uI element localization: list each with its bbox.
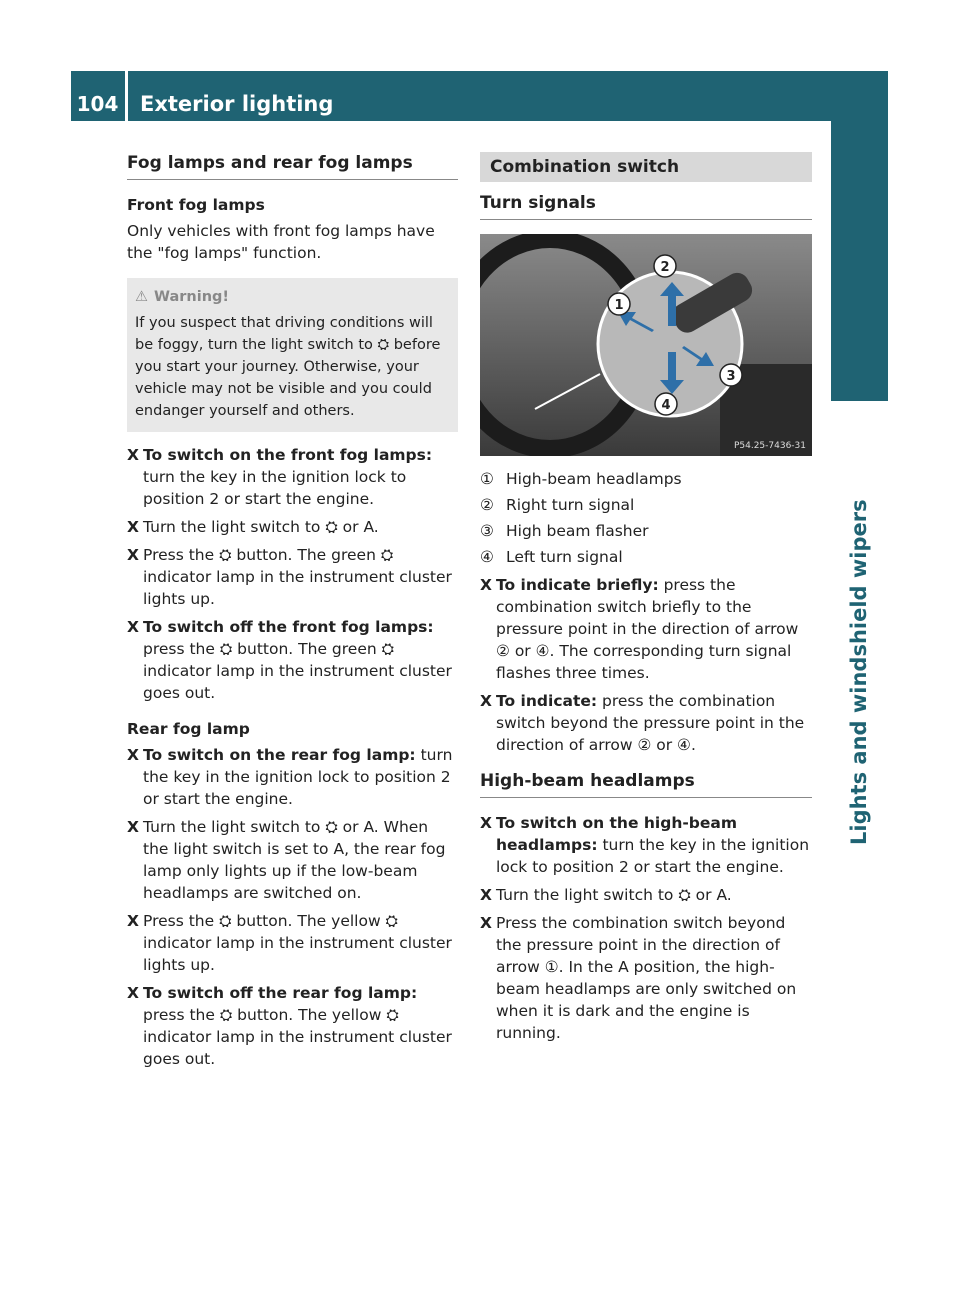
photo-code: P54.25-7436-31 [733,441,806,451]
legend-number: ① [480,470,494,488]
step-marker-icon: X [480,886,492,904]
step-text: press the ⛭ button. The green ⛭ indicator lamp in the instrument cluster goes out. [143,640,452,702]
callout-2: 2 [660,260,670,275]
legend-text: High beam flasher [506,522,649,540]
side-section-label: Lights and windshield wipers [847,499,871,845]
list-item [480,912,812,1044]
step-marker-icon: X [480,692,492,710]
legend-number: ④ [480,548,494,566]
side-tab [831,121,888,401]
rear-fog-steps [127,744,458,1070]
page-number: 104 [76,92,119,116]
step-marker-icon: X [127,984,139,1002]
step-marker-icon: X [127,618,139,636]
step-text: press the combination switch briefly to the pressure point in the direction of arrow ② or ④. The corresponding turn signal flashes three times. [496,576,799,682]
step-marker-icon: X [127,912,139,930]
list-item [480,574,812,684]
step-marker-icon: X [127,518,139,536]
step-marker-icon: X [127,818,139,836]
turn-signal-steps [480,574,812,756]
step-text: turn the key in the ignition lock to position 2 or start the engine. [143,468,407,508]
step-marker-icon: X [127,446,139,464]
step-bold: To indicate briefly: [496,576,659,594]
step-text: press the ⛭ button. The yellow ⛭ indicator lamp in the instrument cluster goes out. [143,1006,452,1068]
step-text: Press the combination switch beyond the pressure point in the direction of arrow ①. In the A position, the high-beam headlamps are only switched on when it is dark and the engine is running. [496,914,797,1042]
list-item [127,982,458,1070]
warning-text: If you suspect that driving conditions will be foggy, turn the light switch to ⛭ before you start your journey. Otherwise, your vehicle may not be visible and you could endanger yourself and others. [135,315,441,419]
list-item [480,520,812,542]
legend-number: ③ [480,522,494,540]
callout-1: 1 [614,298,624,313]
steering-wheel-illustration [480,234,812,456]
step-text: Press the ⛭ button. The yellow ⛭ indicator lamp in the instrument cluster lights up. [143,912,452,974]
warning-title [135,286,450,308]
warning-title-text: Warning! [154,289,230,305]
header-divider [125,71,128,121]
step-marker-icon: X [480,814,492,832]
step-text: press the combination switch beyond the pressure point in the direction of arrow ② or ④. [496,692,805,754]
left-column [127,152,458,1076]
combination-switch-photo [480,234,812,456]
list-item [480,494,812,516]
step-bold: To switch off the front fog lamps: [143,618,434,636]
right-column [480,152,812,1050]
list-item [127,516,458,538]
legend-text: High-beam headlamps [506,470,682,488]
step-bold: To indicate: [496,692,598,710]
step-bold: To switch on the front fog lamps: [143,446,433,464]
legend-text: Right turn signal [506,496,635,514]
step-text: Turn the light switch to ⛭ or A. [496,886,732,904]
list-item [127,616,458,704]
step-marker-icon: X [127,746,139,764]
warning-icon: ⚠ [135,289,148,305]
list-item [127,910,458,976]
high-beam-title: High-beam headlamps [480,770,812,798]
list-item [127,816,458,904]
rear-fog-title: Rear fog lamp [127,720,250,738]
step-bold: To switch off the rear fog lamp: [143,984,418,1002]
list-item [480,690,812,756]
front-fog-steps [127,444,458,704]
list-item [480,546,812,568]
list-item [480,812,812,878]
list-item [127,544,458,610]
photo-legend [480,468,812,568]
list-item [127,744,458,810]
step-text: turn the key in the ignition lock to position 2 or start the engine. [496,836,810,876]
step-marker-icon: X [127,546,139,564]
warning-box [127,278,458,432]
list-item [480,884,812,906]
step-text: Turn the light switch to ⛭ or A. When the light switch is set to A, the rear fog lamp only lights up if the low-beam headlamps are switched on. [143,818,446,902]
list-item [480,468,812,490]
legend-text: Left turn signal [506,548,623,566]
step-marker-icon: X [480,914,492,932]
turn-signals-title: Turn signals [480,192,812,220]
combination-switch-title: Combination switch [480,152,812,182]
step-text: Turn the light switch to ⛭ or A. [143,518,379,536]
callout-4: 4 [661,398,671,413]
list-item [127,444,458,510]
legend-number: ② [480,496,494,514]
front-fog-title: Front fog lamps [127,196,265,214]
step-text: Press the ⛭ button. The green ⛭ indicator lamp in the instrument cluster lights up. [143,546,452,608]
step-text: turn the key in the ignition lock to position 2 or start the engine. [143,746,453,808]
high-beam-steps [480,812,812,1044]
front-fog-intro: Only vehicles with front fog lamps have the "fog lamps" function. [127,222,435,262]
step-bold: To switch on the high-beam headlamps: [496,814,738,854]
page-title: Exterior lighting [140,92,334,116]
step-marker-icon: X [480,576,492,594]
callout-3: 3 [726,369,736,384]
step-bold: To switch on the rear fog lamp: [143,746,416,764]
fog-section-title: Fog lamps and rear fog lamps [127,152,458,180]
